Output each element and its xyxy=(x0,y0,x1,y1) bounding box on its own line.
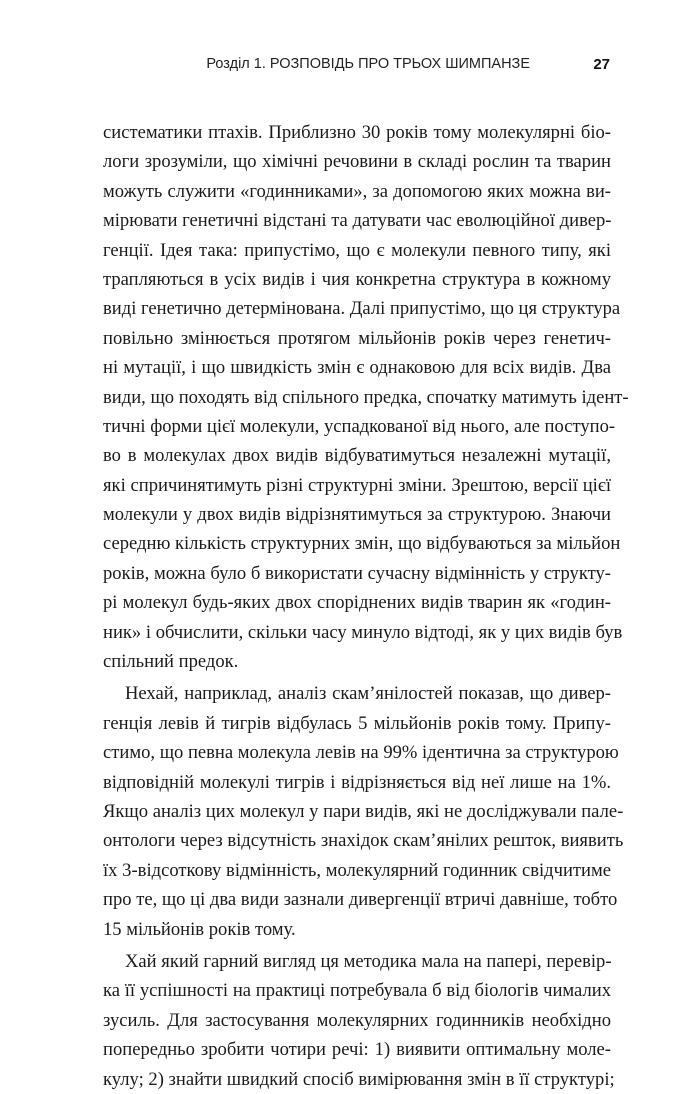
text-line: про те, що ці два види зазнали дивергенції втричі давніше, тобто xyxy=(103,889,618,911)
text-line: спільний предок. xyxy=(103,651,239,673)
page-number: 27 xyxy=(593,56,610,73)
text-line: молекули у двох видів відрізнятимуться за структурою. Знаючи xyxy=(103,504,611,526)
text-line: мірювати генетичні відстані та датувати час еволюційної дивер- xyxy=(103,210,612,232)
text-line: які спричинятимуть різні структурні зміни. Зрештою, версії цієї xyxy=(103,474,611,496)
text-line: Хай який гарний вигляд ця методика мала на папері, перевір- xyxy=(125,950,612,972)
text-line: тичні форми цієї молекули, успадкованої від нього, але поступо- xyxy=(103,415,616,437)
text-line: кулу; 2) знайти швидкий спосіб вимірювання змін в її структурі; xyxy=(103,1068,615,1090)
paragraph-1 xyxy=(103,118,629,676)
text-line: во в молекулах двох видів відбуватимуться незалежні мутації, xyxy=(103,445,611,467)
text-line: трапляються в усіх видів і чия конкретна структура в кожному xyxy=(103,268,611,290)
text-line: 15 мільйонів років тому. xyxy=(103,918,296,940)
running-head xyxy=(100,56,610,78)
text-line: можуть служити «годинниками», за допомогою яких можна ви- xyxy=(103,180,611,202)
text-line: ка її успішності на практиці потребувала б від біологів чималих xyxy=(103,980,611,1002)
text-line: років, можна було б використати сучасну відмінність у структу- xyxy=(103,562,611,584)
text-line: генція левів й тигрів відбулась 5 мільйонів років тому. Припу- xyxy=(103,712,611,734)
text-line: стимо, що певна молекула левів на 99% ідентична за структурою xyxy=(103,742,619,764)
text-line: ник» і обчислити, скільки часу минуло відтоді, як у цих видів був xyxy=(103,621,623,643)
text-line: середню кількість структурних змін, що відбуваються за мільйон xyxy=(103,533,621,555)
text-line: логи зрозуміли, що хімічні речовини в складі рослин та тварин xyxy=(103,151,611,173)
text-line: види, що походять від спільного предка, спочатку матимуть ідент- xyxy=(103,386,629,408)
text-line: Якщо аналіз цих молекул у пари видів, які не досліджували пале- xyxy=(103,800,624,822)
text-line: виді генетично детермінована. Далі припустімо, що ця структура xyxy=(103,298,621,320)
text-line: відповідній молекулі тигрів і відрізняється від неї лише на 1%. xyxy=(103,771,611,793)
text-line: повільно змінюється протягом мільйонів років через генетич- xyxy=(103,327,611,349)
paragraph-2 xyxy=(103,679,624,944)
chapter-title: Розділ 1. РОЗПОВІДЬ ПРО ТРЬОХ ШИМПАНЗЕ xyxy=(206,56,530,72)
text-line: онтологи через відсутність знахідок скам’янілих решток, виявить xyxy=(103,830,624,852)
text-line: генції. Ідея така: припустімо, що є молекули певного типу, які xyxy=(103,239,611,261)
paragraph-3 xyxy=(103,947,615,1094)
body-text xyxy=(103,118,629,1094)
text-line: ні мутації, і що швидкість змін є однаковою для всіх видів. Два xyxy=(103,357,611,379)
text-line: їх 3-відсоткову відмінність, молекулярний годинник свідчитиме xyxy=(103,859,611,881)
text-line: систематики птахів. Приблизно 30 років тому молекулярні біо- xyxy=(103,122,611,143)
text-line: попередньо зробити чотири речі: 1) виявити оптимальну моле- xyxy=(103,1039,611,1061)
text-line: рі молекул будь-яких двох споріднених видів тварин як «годин- xyxy=(103,592,611,614)
text-line: Нехай, наприклад, аналіз скам’янілостей показав, що дивер- xyxy=(125,683,611,705)
text-line: зусиль. Для застосування молекулярних годинників необхідно xyxy=(103,1009,611,1031)
